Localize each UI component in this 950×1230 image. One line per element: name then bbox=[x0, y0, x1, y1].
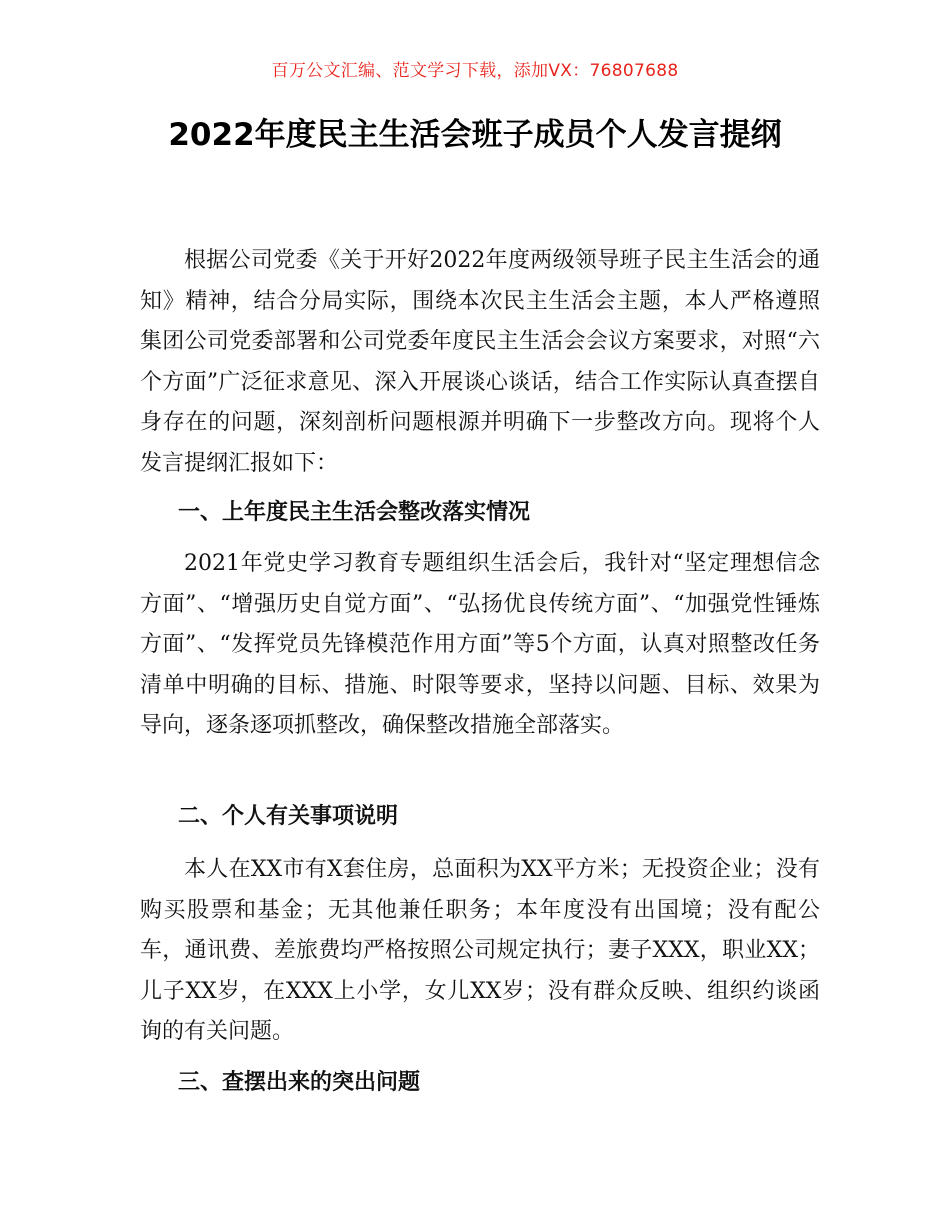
section-heading-2: 二、个人有关事项说明 bbox=[178, 804, 399, 829]
intro-paragraph: 根据公司党委《关于开好2022年度两级领导班子民主生活会的通知》精神，结合分局实际，围绕本次民主生活会主题，本人严格遵照集团公司党委部署和公司党委年度民主生活会会议方案要求，对照“六个方面”广泛征求意见、深入开展谈心谈话，结合工作实际认真查摆自身存在的问题，深刻剖析问题根源并明确下一步整改方向。现将个人发言提纲汇报如下： bbox=[140, 248, 820, 476]
section-2-paragraph: 本人在XX市有X套住房，总面积为XX平方米；无投资企业；没有购买股票和基金；无其他兼任职务；本年度没有出国境；没有配公车，通讯费、差旅费均严格按照公司规定执行；妻子XXX，职业XX；儿子XX岁，在XXX上小学，女儿XX岁；没有群众反映、组织约谈函询的有关问题。 bbox=[140, 857, 820, 1044]
section-heading-3: 三、查摆出来的突出问题 bbox=[178, 1070, 421, 1095]
section-heading-1: 一、上年度民主生活会整改落实情况 bbox=[178, 500, 531, 525]
document-title: 2022年度民主生活会班子成员个人发言提纲 bbox=[168, 117, 782, 153]
section-1-paragraph: 2021年党史学习教育专题组织生活会后，我针对“坚定理想信念方面”、“增强历史自觉方面”、“弘扬优良传统方面”、“加强党性锤炼方面”、“发挥党员先锋模范作用方面”等5个方面，认真对照整改任务清单中明确的目标、措施、时限等要求，坚持以问题、目标、效果为导向，逐条逐项抓整改，确保整改措施全部落实。 bbox=[140, 551, 820, 738]
promo-banner: 百万公文汇编、范文学习下载，添加VX：76807688 bbox=[271, 61, 679, 81]
